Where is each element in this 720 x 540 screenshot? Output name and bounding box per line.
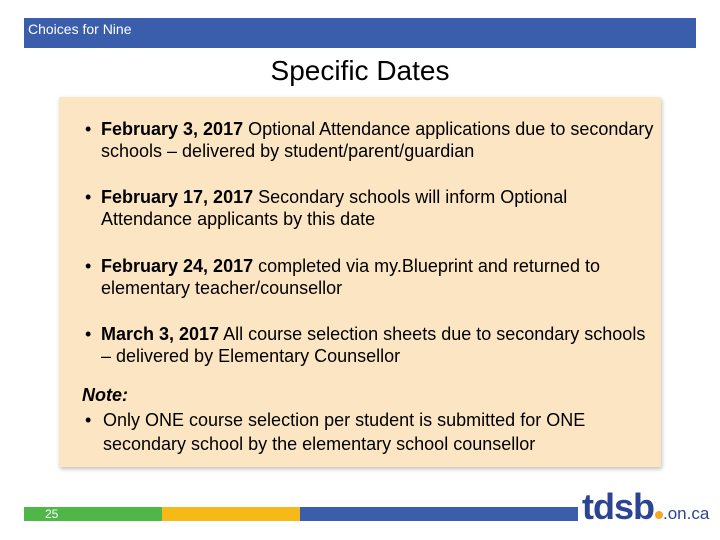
header-label: Choices for Nine xyxy=(28,21,132,37)
date-item-1 xyxy=(85,118,655,162)
logo-suffix: .on.ca xyxy=(663,504,710,523)
date-item-4 xyxy=(85,323,655,367)
header-bar xyxy=(24,18,696,48)
date-label: February 3, 2017 xyxy=(101,119,244,139)
date-label: February 17, 2017 xyxy=(101,187,254,207)
date-description: completed via my.Blueprint and returned to elementary teacher/counsellor xyxy=(101,256,600,298)
date-description: Optional Attendance applications due to secondary schools – delivered by student/parent/guardian xyxy=(101,119,654,161)
slide-title: Specific Dates xyxy=(270,55,450,86)
logo-brand: tdsb xyxy=(582,486,654,527)
date-label: February 24, 2017 xyxy=(101,256,254,276)
footer-bar-blue-2 xyxy=(438,507,578,521)
note-item xyxy=(85,408,655,456)
note-heading: Note: xyxy=(82,385,128,405)
date-item-3 xyxy=(85,255,655,299)
date-description: Secondary schools will inform Optional Attendance applicants by this date xyxy=(101,187,568,229)
tdsb-logo xyxy=(582,486,709,528)
bullet-icon: • xyxy=(85,256,92,276)
date-item-2 xyxy=(85,186,655,230)
footer-bar-yellow xyxy=(162,507,300,521)
footer-bar-blue xyxy=(300,507,438,521)
date-label: March 3, 2017 xyxy=(101,324,220,344)
date-description: All course selection sheets due to secondary schools – delivered by Elementary Counsellor xyxy=(101,324,646,366)
note-text: Only ONE course selection per student is submitted for ONE secondary school by the elementary school counsellor xyxy=(103,410,586,454)
bullet-icon: • xyxy=(85,187,92,207)
bullet-icon: • xyxy=(85,324,92,344)
bullet-icon: • xyxy=(85,410,92,430)
bullet-icon: • xyxy=(85,119,92,139)
page-number: 25 xyxy=(45,507,59,521)
logo-dot-icon xyxy=(655,511,663,519)
